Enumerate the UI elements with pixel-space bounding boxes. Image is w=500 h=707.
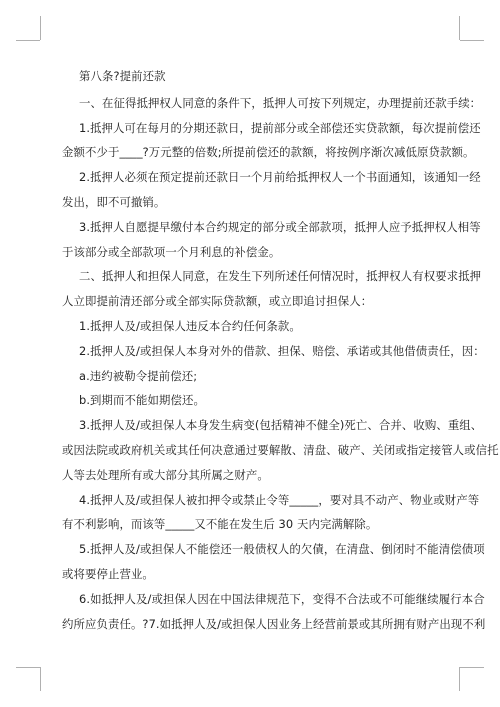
crop-mark-top-right	[459, 16, 460, 40]
crop-mark-bottom-right	[459, 667, 460, 691]
text-line: 人立即提前清还部分或全部实际贷款额，或立即追讨担保人：	[62, 294, 373, 309]
text-line: 3.抵押人及/或担保人本身发生病变(包括精神不健全)死亡、合并、收购、重组、	[79, 418, 483, 433]
text-line: 二、抵押人和担保人同意，在发生下列所述任何情况时，抵押权人有权要求抵押	[79, 269, 482, 284]
text-line: 1.抵押人及/或担保人违反本合约任何条款。	[79, 318, 301, 333]
text-line: a.违约被勒令提前偿还;	[79, 368, 198, 383]
crop-mark-top-left	[40, 16, 41, 40]
text-line: 3.抵押人自愿提早缴付本合约规定的部分或全部款项，抵押人应予抵押权人相等	[79, 219, 481, 234]
crop-mark-bottom-left	[16, 667, 40, 668]
text-line: 4.抵押人及/或担保人被扣押令或禁止令等_____，要对具不动产、物业或财产等	[79, 492, 480, 507]
text-line: b.到期而不能如期偿还。	[79, 393, 205, 408]
paragraph-lines	[62, 91, 499, 637]
text-line: 或将要停止营业。	[62, 566, 154, 581]
text-line: 发出，即不可撤销。	[62, 194, 166, 209]
crop-mark-bottom-right	[460, 667, 484, 668]
text-line: 有不利影响，而该等_____又不能在发生后 30 天内完满解除。	[62, 517, 378, 532]
section-title: 第八条?提前还款	[79, 69, 166, 83]
text-line: 一、在征得抵押权人同意的条件下，抵押人可按下列规定，办理提前还款手续：	[79, 95, 482, 110]
text-line: 金额不少于____?万元整的倍数;所提前偿还的款额，将按例序渐次减低原贷款额。	[62, 145, 475, 160]
text-line: 人等去处理所有或大部分其所属之财产。	[62, 467, 269, 482]
text-line: 2.抵押人及/或担保人本身对外的借款、担保、赔偿、承诺或其他借债责任，因：	[79, 343, 485, 358]
crop-mark-top-left	[16, 40, 40, 41]
crop-mark-bottom-left	[40, 667, 41, 691]
text-line: 于该部分或全部款项一个月利息的补偿金。	[62, 244, 281, 259]
text-line: 2.抵押人必须在预定提前还款日一个月前给抵押权人一个书面通知，该通知一经	[79, 170, 481, 185]
text-line: 1.抵押人可在每月的分期还款日，提前部分或全部偿还实贷款额，每次提前偿还	[79, 120, 481, 135]
text-line: 或因法院或政府机关或其任何决意通过要解散、清盘、破产、关闭或指定接管人或信托	[62, 442, 499, 457]
text-line: 5.抵押人及/或担保人不能偿还一般债权人的欠債，在清盘、倒闭时不能清偿债项	[79, 542, 485, 557]
crop-mark-top-right	[460, 40, 484, 41]
document-body	[62, 64, 499, 636]
text-line: 约所应负责任。?7.如抵押人及/或担保人因业务上经营前景或其所拥有财产出现不利	[62, 616, 486, 631]
text-line: 6.如抵押人及/或担保人因在中国法律规范下，变得不合法或不可能继续履行本合	[79, 591, 485, 606]
